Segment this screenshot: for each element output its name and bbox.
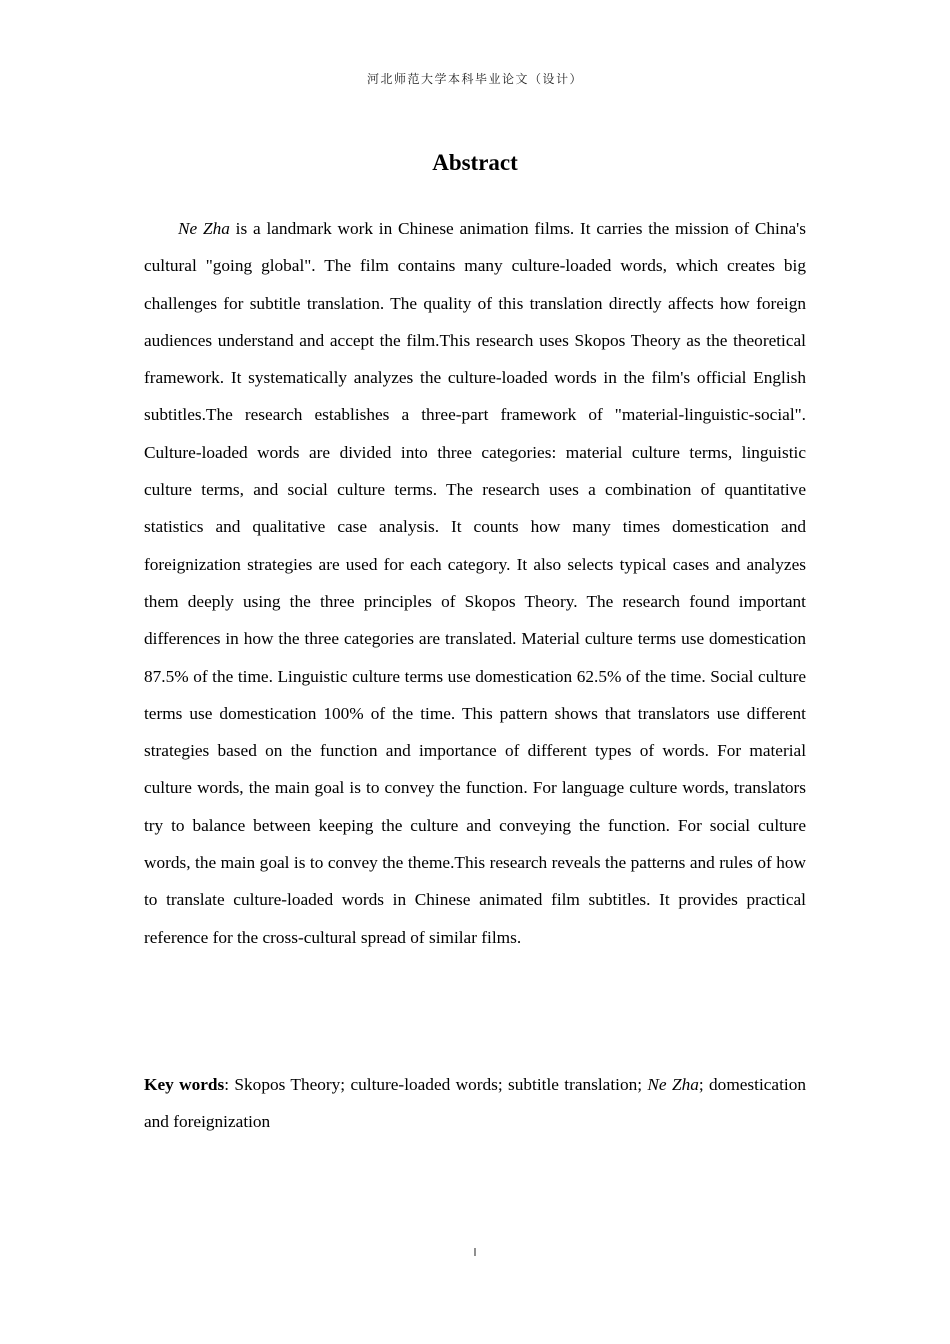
abstract-text: is a landmark work in Chinese animation films. It carries the mission of China's cultural "going global". The film contains many culture-loaded words, which creates big challenges for subtitle translation. The quality of this translation directly affects how foreign audiences understand and accept the film.This research uses Skopos Theory as the theoretical framework. It systematically analyzes the culture-loaded words in the film's official English subtitles.The research establishes a three-part framework of "material-linguistic-social". Culture-loaded words are divided into three categories: material culture terms, linguistic culture terms, and social culture terms. The research uses a combination of quantitative statistics and qualitative case analysis. It counts how many times domestication and foreignization strategies are used for each category. It also selects typical cases and analyzes them deeply using the three principles of Skopos Theory. The research found important differences in how the three categories are translated. Material culture terms use domestication 87.5% of the time. Linguistic culture terms use domestication 62.5% of the time. Social culture terms use domestication 100% of the time. This pattern shows that translators use different strategies based on the function and importance of different types of words. For material culture words, the main goal is to convey the function. For language culture words, translators try to balance between keeping the culture and conveying the function. For social culture words, the main goal is to convey the theme.This research reveals the patterns and rules of how to translate culture-loaded words in Chinese animated film subtitles. It provides practical reference for the cross-cultural spread of similar films. — [144, 219, 806, 947]
abstract-title: Abstract — [432, 150, 518, 175]
keywords-paragraph — [144, 1066, 806, 1141]
film-title: Ne Zha — [178, 219, 230, 238]
keywords-list-part1: Skopos Theory; culture-loaded words; subtitle translation; — [229, 1075, 648, 1094]
running-header: 河北师范大学本科毕业论文（设计） — [366, 72, 583, 86]
keywords-label: Key words — [144, 1075, 225, 1094]
keywords-film-title: Ne Zha — [647, 1075, 699, 1094]
page-number: I — [473, 1246, 477, 1259]
abstract-paragraph — [144, 210, 806, 956]
keywords-colon: : — [224, 1075, 230, 1094]
keywords-list-part2: ; domestication and foreignization — [144, 1075, 806, 1132]
